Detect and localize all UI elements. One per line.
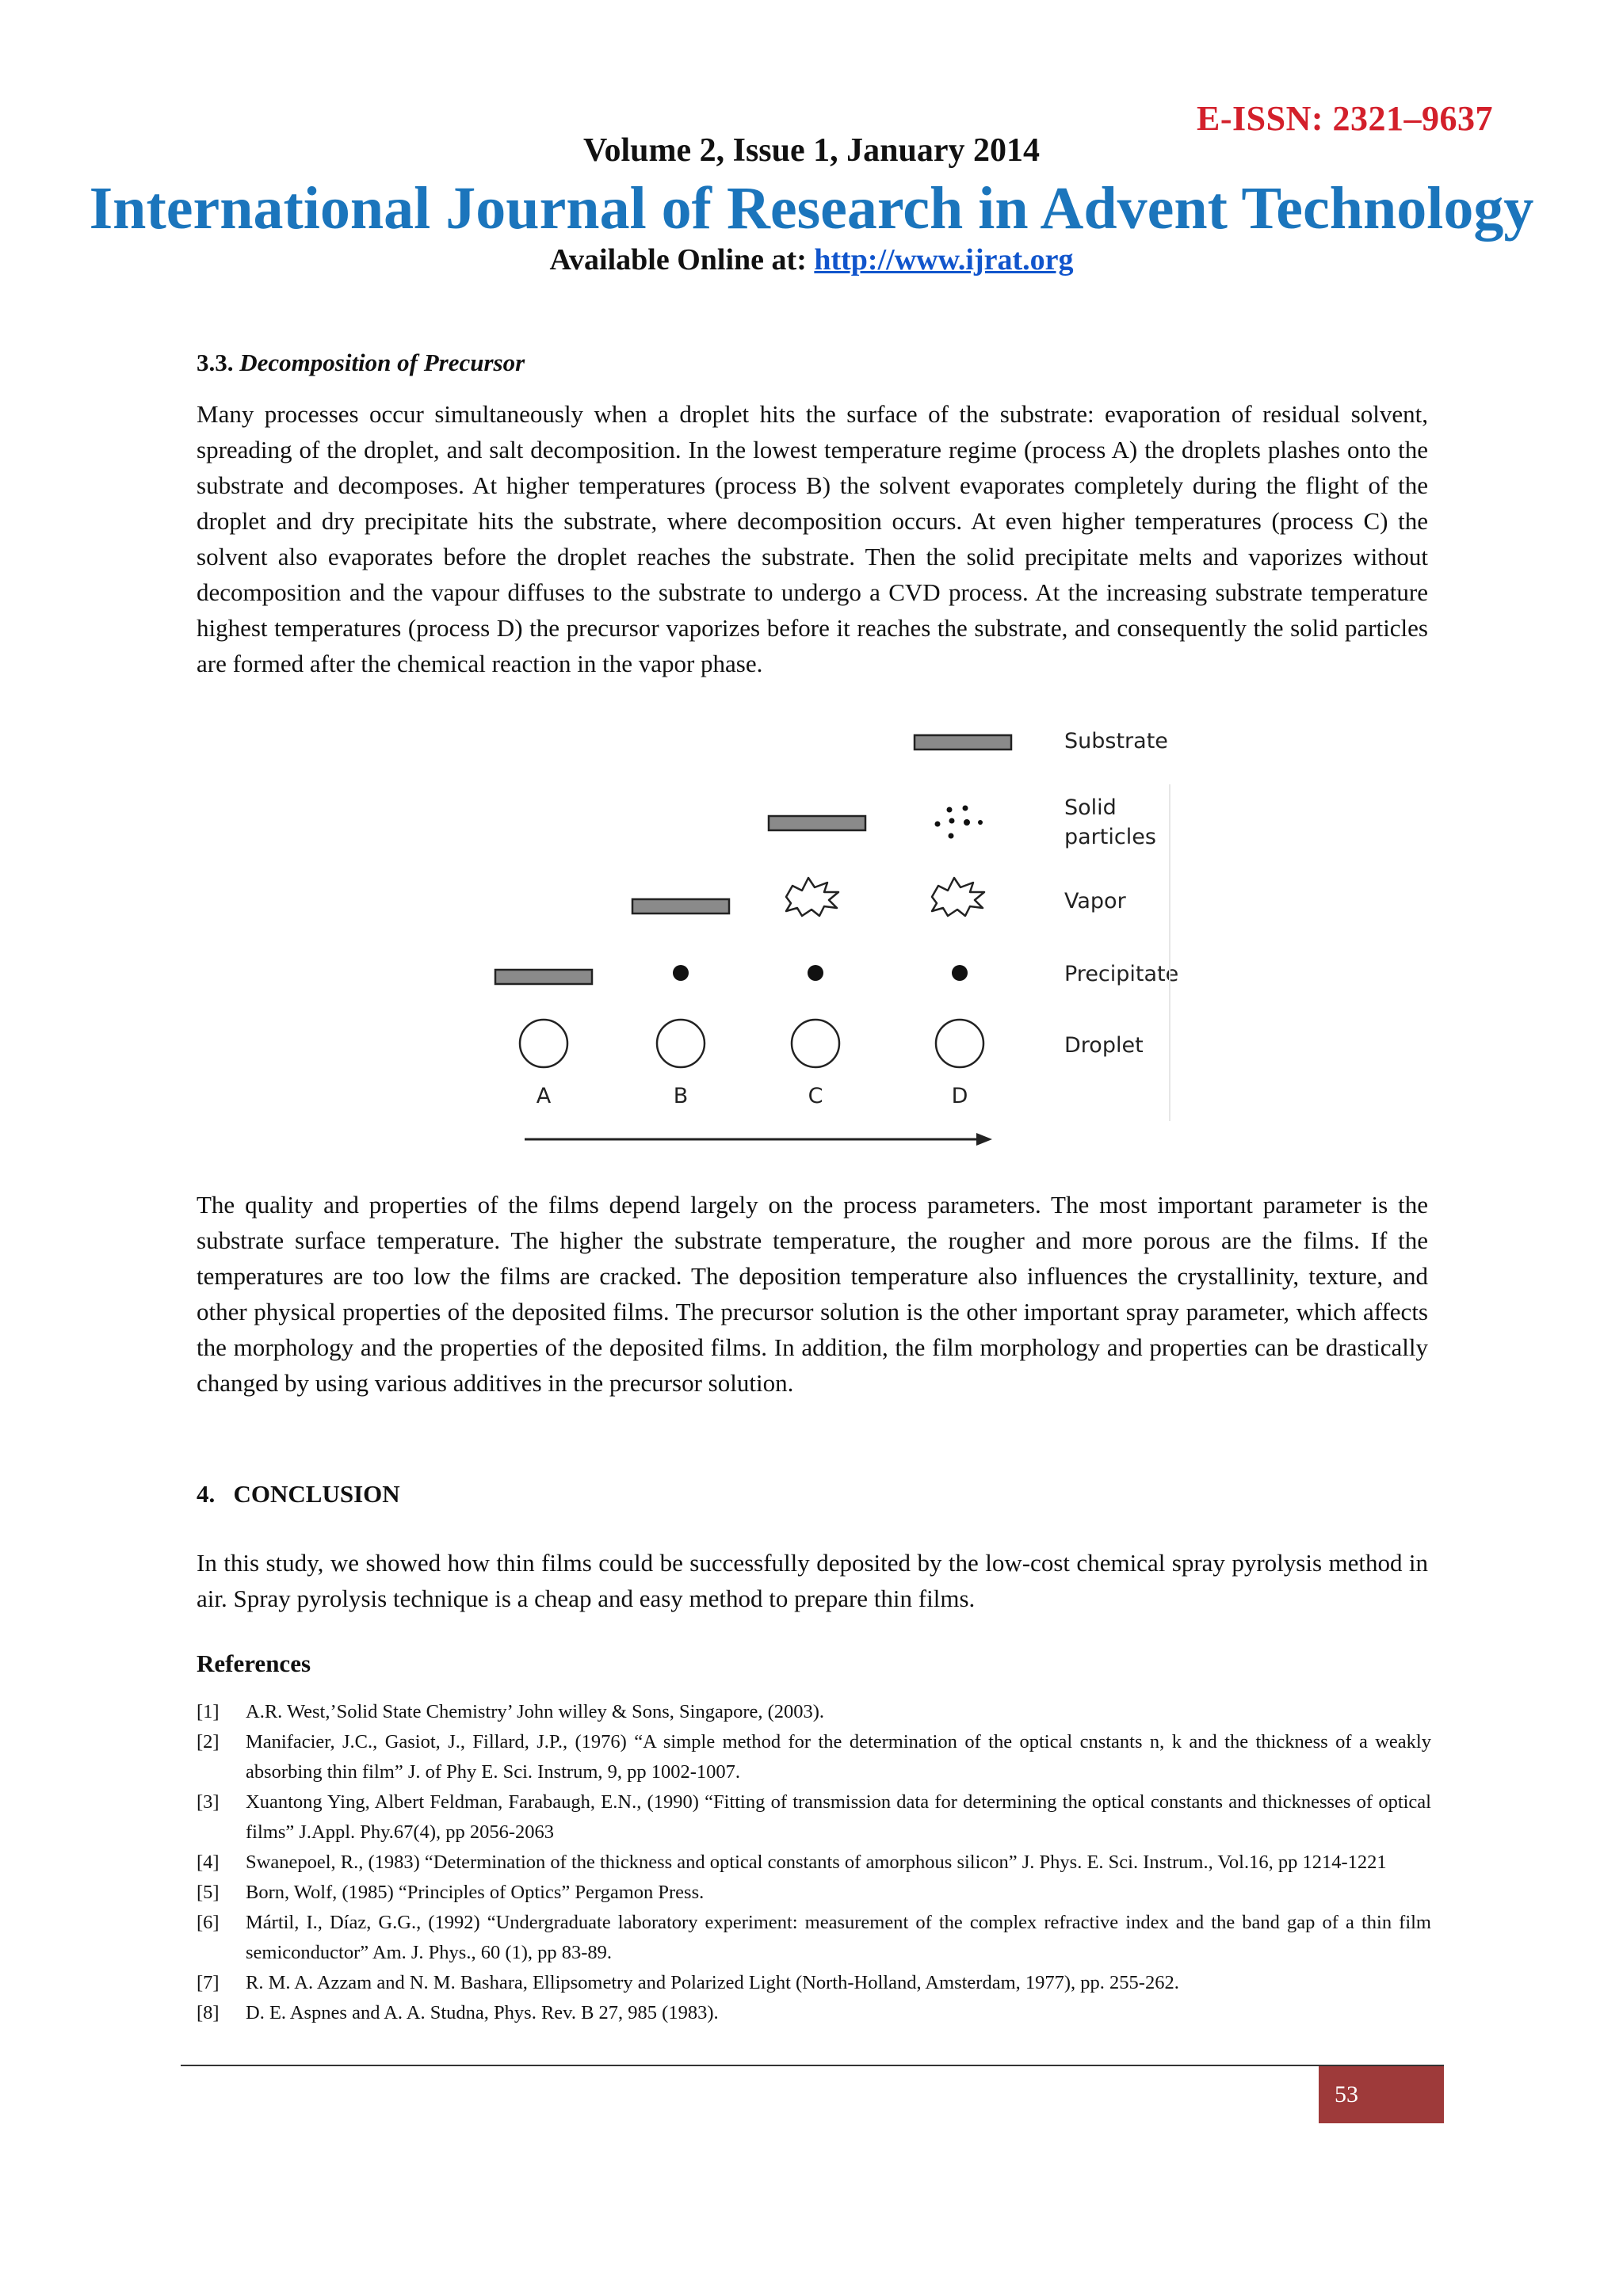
vapor-cloud-d xyxy=(932,878,984,916)
section-3-3-heading xyxy=(197,349,525,377)
reference-item xyxy=(197,1848,1431,1878)
droplet-c xyxy=(792,1020,839,1067)
references-heading: References xyxy=(197,1650,311,1677)
reference-number: [7] xyxy=(197,1972,220,1993)
row-label-particles: particles xyxy=(1064,825,1156,849)
reference-number: [2] xyxy=(197,1731,220,1753)
available-online-label: Available Online at: xyxy=(549,243,815,277)
reference-text: D. E. Aspnes and A. A. Studna, Phys. Rev. B 27, 985 (1983). xyxy=(246,2002,719,2023)
reference-text: Manifacier, J.C., Gasiot, J., Fillard, J.P., (1976) “A simple method for the determination of the optical cnstants n, k and the thickness of a weakly absorbing thin film” J. of Phy E. Sci. Instrum, 9, pp 1002-1007. xyxy=(246,1731,1431,1783)
reference-number: [8] xyxy=(197,2002,220,2023)
vapor-cloud-c xyxy=(786,878,838,916)
reference-number: [4] xyxy=(197,1852,220,1873)
substrate-bar-b xyxy=(632,899,729,913)
reference-item xyxy=(197,1998,1431,2028)
quality-paragraph: The quality and properties of the films depend largely on the process parameters. The most important parameter is the substrate surface temperature. The higher the substrate temperature, the rougher and more porous are the films. If the temperatures are too low the films are cracked. The deposition temperature also influences the crystallinity, texture, and other physical properties of the deposited films. The precursor solution is the other important spray parameter, which affects the morphology and the properties of the deposited films. In addition, the film morphology and properties can be drastically changed by using various additives in the precursor solution. xyxy=(197,1191,1428,1397)
row-label-vapor: Vapor xyxy=(1064,889,1126,913)
page-number-box xyxy=(1319,2066,1444,2123)
section-3-3-paragraph: Many processes occur simultaneously when a droplet hits the surface of the substrate: evaporation of residual solvent, spreading of the droplet, and salt decomposition. In the lowest temperature regime (process A) the droplets plashes onto the substrate and decomposes. At higher temperatures (process B) the solvent evaporates completely during the flight of the droplet and dry precipitate hits the substrate, where decomposition occurs. At even higher temperatures (process C) the solvent also evaporates before the droplet reaches the substrate. Then the solid precipitate melts and vaporizes without decomposition and the vapour diffuses to the substrate to undergo a CVD process. At the increasing substrate temperature highest temperatures (process D) the precursor vaporizes before it reaches the substrate, and consequently the solid particles are formed after the chemical reaction in the vapor phase. xyxy=(197,400,1428,677)
substrate-bar-a xyxy=(495,970,592,984)
droplet-b xyxy=(657,1020,705,1067)
page-number: 53 xyxy=(1335,2081,1358,2107)
process-label-d: D xyxy=(951,1084,968,1108)
row-label-solid: Solid xyxy=(1064,795,1117,820)
reference-text: R. M. A. Azzam and N. M. Bashara, Ellipsometry and Polarized Light (North-Holland, Amsterdam, 1977), pp. 255-262. xyxy=(246,1972,1179,1993)
references-list xyxy=(197,1697,1431,2028)
reference-text: Born, Wolf, (1985) “Principles of Optics” Pergamon Press. xyxy=(246,1882,705,1903)
row-label-droplet: Droplet xyxy=(1064,1033,1144,1058)
reference-number: [1] xyxy=(197,1701,220,1722)
droplet-a xyxy=(520,1020,567,1067)
reference-item xyxy=(197,1697,1431,1727)
footer-rule xyxy=(181,2065,1444,2066)
available-online-line xyxy=(0,242,1623,277)
reference-text: A.R. West,’Solid State Chemistry’ John willey & Sons, Singapore, (2003). xyxy=(246,1701,825,1722)
substrate-bar-d xyxy=(915,735,1011,749)
section-title: Decomposition of Precursor xyxy=(239,349,525,376)
reference-text: Xuantong Ying, Albert Feldman, Farabaugh, E.N., (1990) “Fitting of transmission data for determining the optical constants and thicknesses of optical films” J.Appl. Phy.67(4), pp 2056-2063 xyxy=(246,1791,1431,1843)
reference-text: Swanepoel, R., (1983) “Determination of the thickness and optical constants of amorphous silicon” J. Phys. E. Sci. Instrum., Vol.16, pp 1214-1221 xyxy=(246,1852,1387,1873)
precipitate-b xyxy=(673,965,689,981)
reference-text: Mártil, I., Díaz, G.G., (1992) “Undergraduate laboratory experiment: measurement of the complex refractive index and the band gap of a thin film semiconductor” Am. J. Phys., 60 (1), pp 83-89. xyxy=(246,1912,1431,1963)
row-label-substrate: Substrate xyxy=(1064,729,1168,753)
section-number: 3.3. xyxy=(197,349,240,376)
substrate-bar-c xyxy=(769,816,865,830)
reference-number: [5] xyxy=(197,1882,220,1903)
journal-title: International Journal of Research in Advent Technology xyxy=(89,175,1534,242)
conclusion-paragraph: In this study, we showed how thin films could be successfully deposited by the low-cost chemical spray pyrolysis method in air. Spray pyrolysis technique is a cheap and easy method to prepare thin films. xyxy=(197,1549,1428,1612)
temperature-arrow-head xyxy=(976,1133,992,1146)
reference-item xyxy=(197,1727,1431,1787)
reference-number: [3] xyxy=(197,1791,220,1813)
solid-particles-d xyxy=(935,806,983,839)
issn-label: E-ISSN: 2321–9637 xyxy=(1197,99,1493,138)
reference-number: [6] xyxy=(197,1912,220,1933)
reference-item xyxy=(197,1787,1431,1848)
reference-item xyxy=(197,1878,1431,1908)
droplet-d xyxy=(936,1020,983,1067)
precipitate-c xyxy=(808,965,823,981)
reference-item xyxy=(197,1968,1431,1998)
process-label-b: B xyxy=(673,1084,689,1108)
precipitate-d xyxy=(952,965,968,981)
reference-item xyxy=(197,1908,1431,1968)
process-label-c: C xyxy=(808,1084,823,1108)
row-label-precipitate: Precipitate xyxy=(1064,962,1179,986)
process-label-a: A xyxy=(536,1084,552,1108)
conclusion-heading: 4. CONCLUSION xyxy=(197,1480,400,1508)
journal-url-link[interactable]: http://www.ijrat.org xyxy=(814,243,1074,277)
precursor-decomposition-figure xyxy=(475,721,1189,1157)
volume-issue-line: Volume 2, Issue 1, January 2014 xyxy=(582,132,1041,169)
